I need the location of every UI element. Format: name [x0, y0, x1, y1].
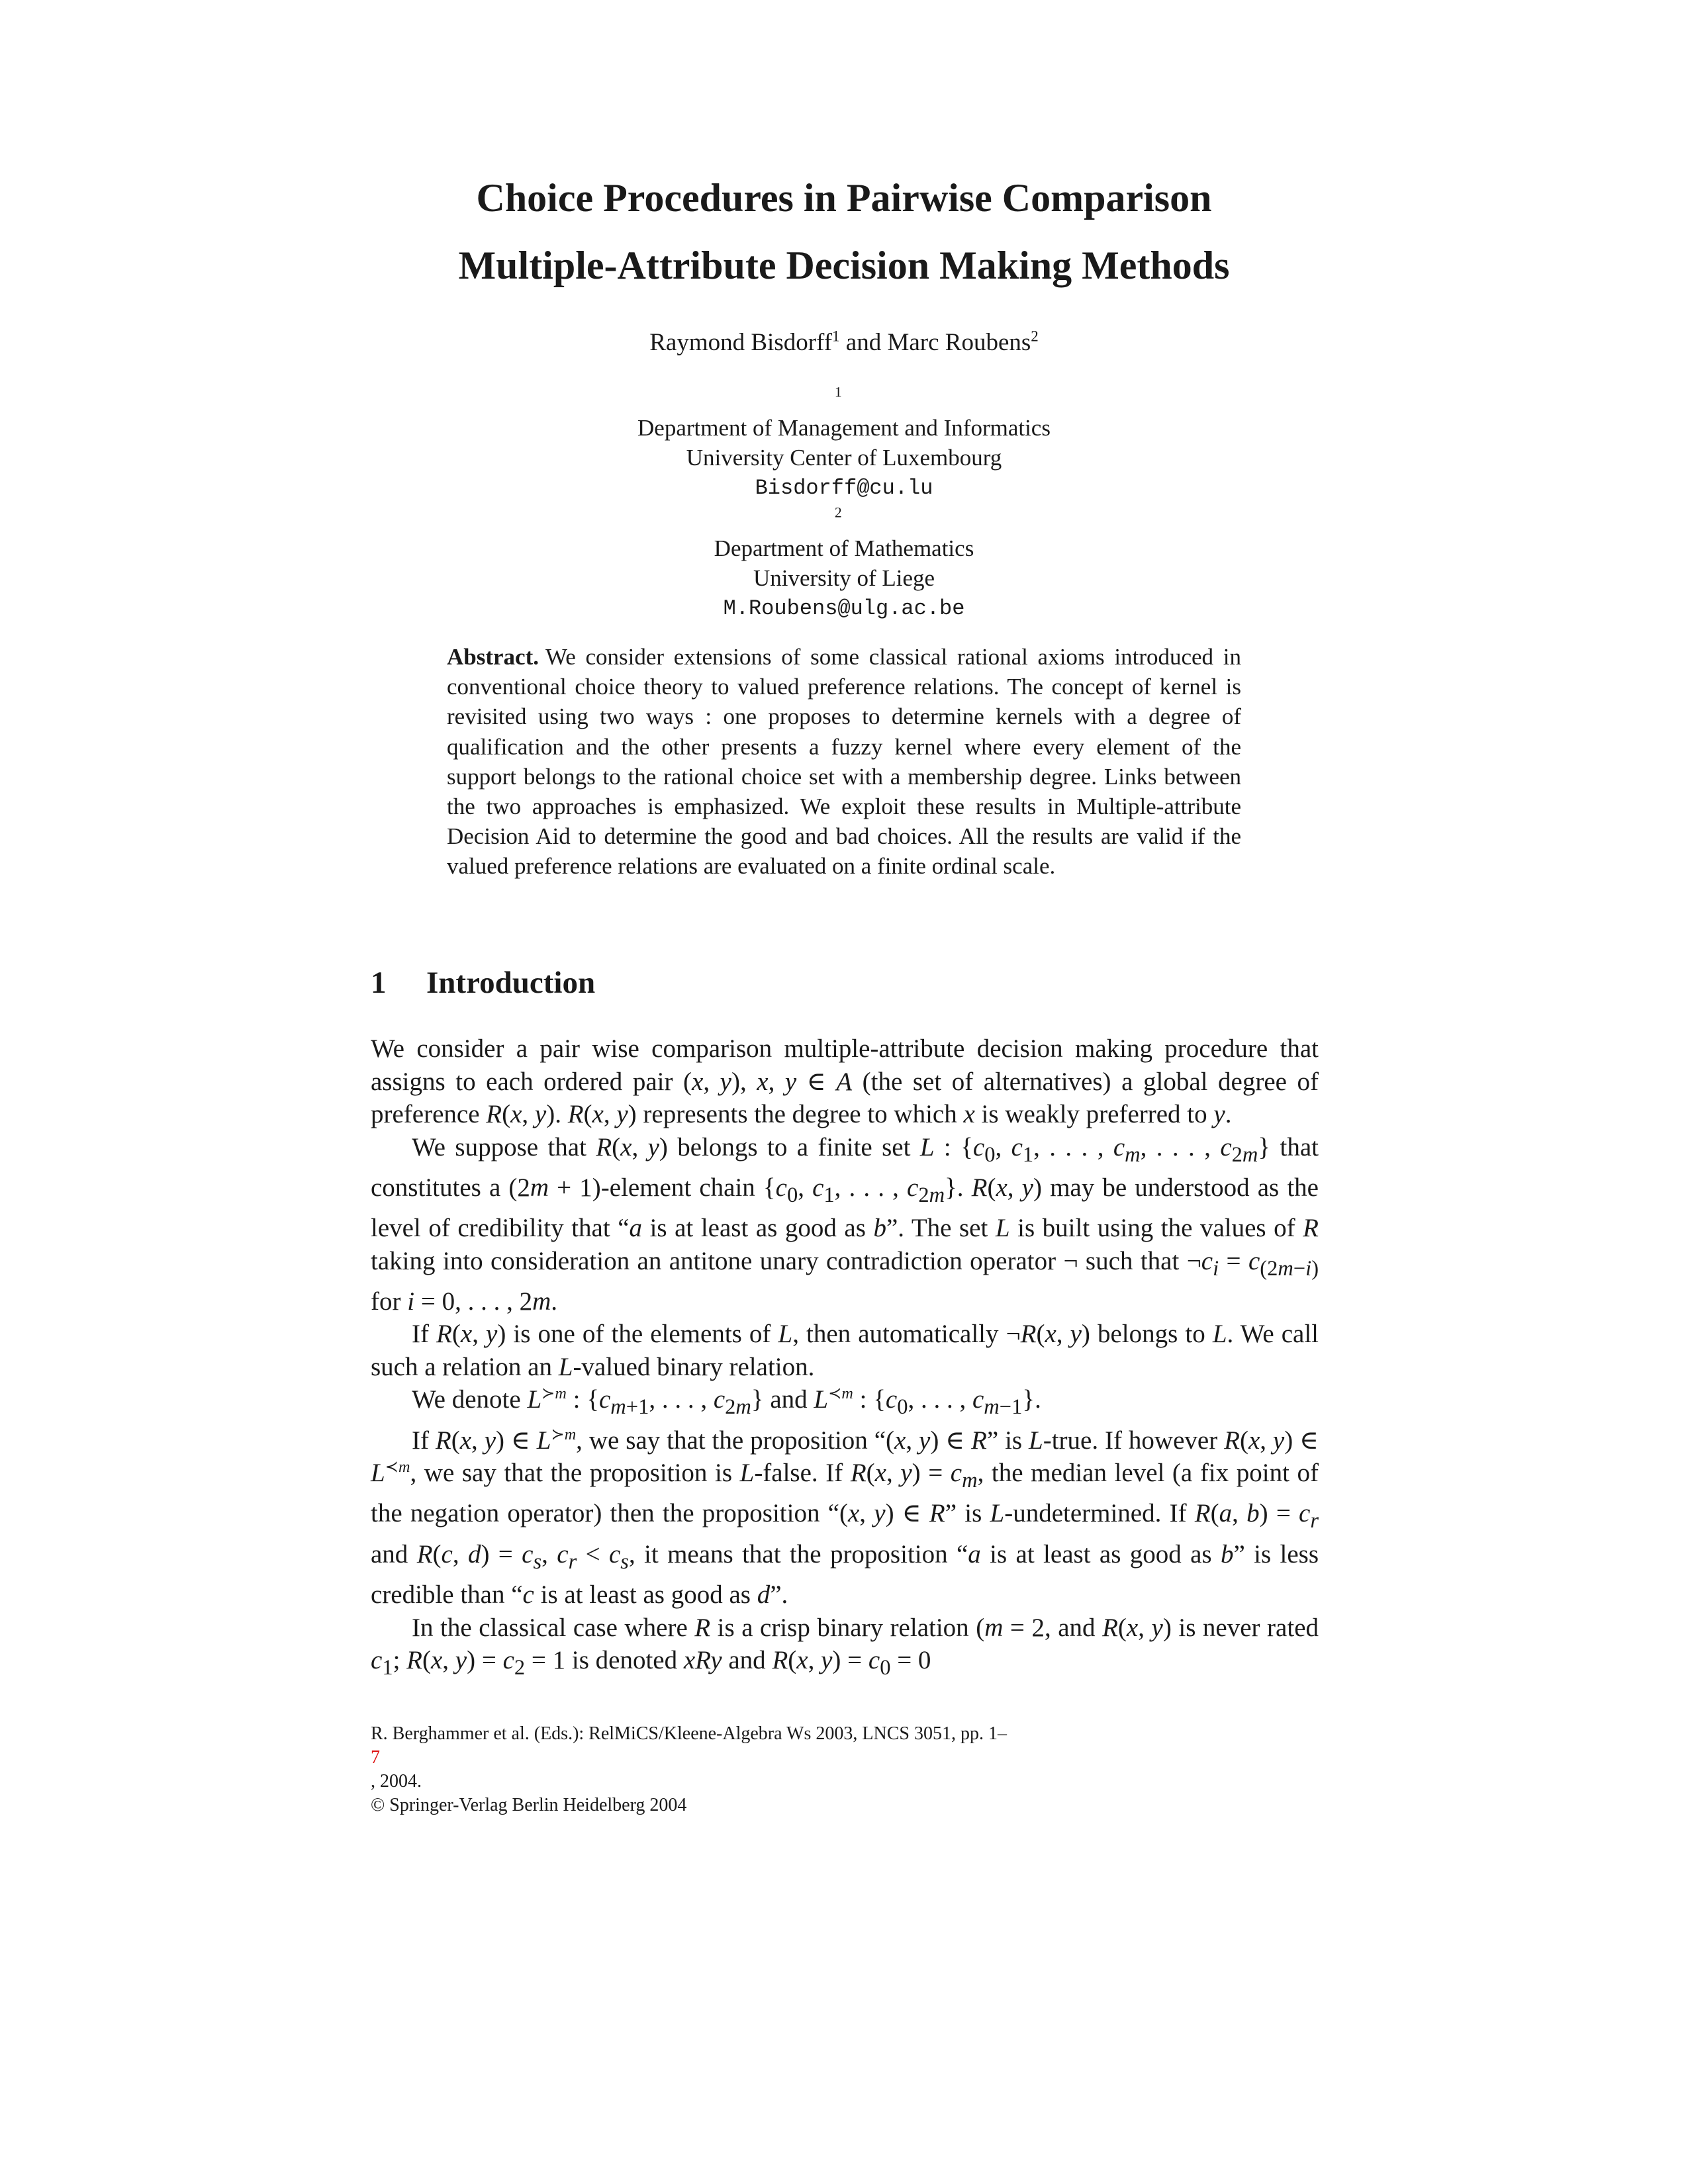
affiliation-1-dept: [0, 383, 1688, 443]
affiliation-2-univ: University of Liege: [753, 565, 935, 591]
affiliation-2-dept: [0, 503, 1688, 563]
section-heading: [371, 963, 595, 1003]
affiliation-2-email: M.Roubens@ulg.ac.be: [723, 596, 965, 621]
citation-year: , 2004.: [371, 1771, 422, 1792]
affiliation-mark: 1: [832, 328, 840, 345]
body-paragraph: We consider a pair wise comparison multiple-attribute decision making procedure that assigns to each ordered pair (x, y), x, y ∈ A (the set of alternatives) a global degree of preference R(x, y). R(x, y) represents the degree to which x is weakly preferred to y.: [371, 1034, 1319, 1128]
title-line-1: Choice Procedures in Pairwise Comparison: [476, 176, 1212, 220]
affiliations: [0, 383, 1688, 623]
author-name: Raymond Bisdorff: [649, 329, 833, 356]
affiliation-mark: 2: [834, 504, 842, 521]
section-title: Introduction: [426, 966, 596, 1000]
author-list: [0, 324, 1688, 361]
introduction-body: [371, 1032, 1319, 1684]
footnote-citation: [371, 1722, 1319, 1794]
footnote-copyright: © Springer-Verlag Berlin Heidelberg 2004: [371, 1795, 687, 1815]
abstract: [447, 642, 1241, 882]
affiliation-mark: 1: [834, 384, 842, 400]
body-paragraph: If R(x, y) ∈ $L^{≻m}$, we say that the proposition “(x, y) ∈ R” is L-true. If however R(x, y) ∈ $L^{≺m}$, we say that the proposition is L-false. If R(x, $y) = c_m$, the median level (a fix point of the negation operator) then the proposition “(x, y) ∈ R” is L-undetermined. If R(a, $b) = c_r$ and R(c, $d) = c_s$, $c_r < c_s$, it means that the proposition “a is at least as good as b” is less credible than “c is at least as good as d”.: [371, 1425, 1319, 1610]
body-paragraph: We denote $L^{≻m}$ : {$c_{m+1}$, . . . , $c_{2m}$} and $L^{≺m}$ : {$c_0$, . . . , $c_{m-1}$}.: [412, 1385, 1041, 1420]
publication-footnote: [371, 1722, 1319, 1817]
abstract-text: We consider extensions of some classical rational axioms introduced in conventional choice theory to valued preference relations. The concept of kernel is revisited using two ways : one proposes to determine kernels with a degree of qualification and the other presents a fuzzy kernel where every element of the support belongs to the rational choice set with a membership degree. Links between the two approaches is emphasized. We exploit these results in Multiple-attribute Decision Aid to determine the good and bad choices. All the results are valid if the valued preference relations are evaluated on a finite ordinal scale.: [447, 644, 1241, 880]
paper-title: [0, 164, 1688, 299]
body-paragraph: In the classical case where R is a crisp binary relation (m = 2, and R(x, y) is never rated $c_1$; R(x, $y) = c_2 = 1$ is denoted xRy and R(x, $y) = c_0 = 0$: [371, 1613, 1319, 1680]
affiliation-mark: 2: [1031, 328, 1039, 345]
body-paragraph: If R(x, y) is one of the elements of L, then automatically ¬R(x, y) belongs to L. We call such a relation an L-valued binary relation.: [371, 1320, 1319, 1381]
affiliation-1-email: Bisdorff@cu.lu: [755, 475, 933, 500]
page-range-link[interactable]: 7: [371, 1747, 380, 1768]
body-paragraph: We suppose that R(x, y) belongs to a finite set L : {$c_0$, $c_1$, . . . , $c_m$, . . . , $c_{2m}$} that constitutes a (2m + 1)-element chain {$c_0$, $c_1$, . . . , $c_{2m}$}. R(x, y) may be understood as the level of credibility that “a is at least as good as b”. The set L is built using the values of R taking into consideration an antitone unary contradiction operator ¬ such that $\neg c_i = c_{(2m-i)}$ for i = 0, . . . , 2m.: [371, 1132, 1319, 1316]
dept-name: Department of Mathematics: [714, 535, 974, 561]
section-number: 1: [371, 966, 387, 1000]
citation-text: R. Berghammer et al. (Eds.): RelMiCS/Kleene-Algebra Ws 2003, LNCS 3051, pp. 1–: [371, 1723, 1007, 1744]
author-name: Marc Roubens: [887, 329, 1031, 356]
dept-name: Department of Management and Informatics: [637, 414, 1051, 441]
title-line-2: Multiple-Attribute Decision Making Methods: [458, 244, 1230, 287]
affiliation-1-univ: University Center of Luxembourg: [686, 445, 1002, 471]
abstract-label: Abstract.: [447, 644, 539, 670]
author-separator: and: [839, 329, 888, 356]
